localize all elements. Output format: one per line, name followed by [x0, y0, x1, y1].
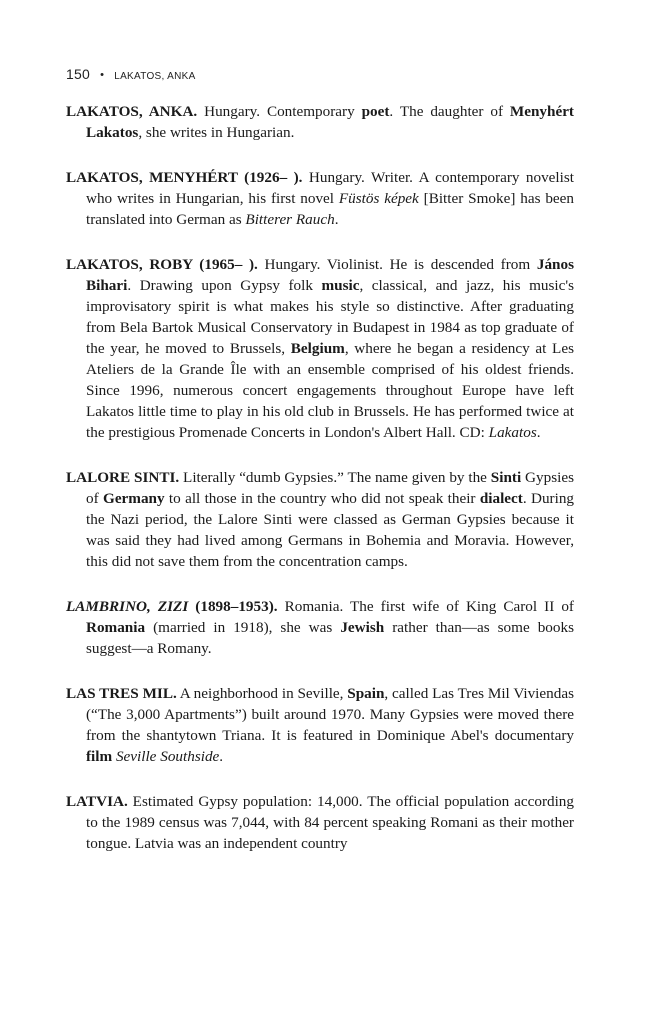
entry-headword: LAKATOS, ANKA.	[66, 103, 198, 120]
entry-emphasis: film	[86, 748, 113, 765]
entry-emphasis: dialect	[479, 490, 523, 507]
entry-text: , where he began a residency at Les Ateliers de la Grande Île with an ensemble comprised of his oldest friends. Since 1996, numerous concert engagements throughout Europe have left Lakatos little time to play in his old club in Brussels. He has performed twice at the prestigious Promenade Concerts in London's Albert Hall. CD:	[86, 340, 574, 441]
entry-text: rather than—as some books suggest—a Romany.	[86, 619, 574, 657]
entry-emphasis: Jewish	[340, 619, 385, 636]
entry-text: Romania. The first wife of King Carol II of	[277, 598, 574, 615]
entry-headword: LAMBRINO, ZIZI	[66, 598, 189, 615]
entry-text: . During the Nazi period, the Lalore Sinti were classed as German Gypsies because it was said they had lived among Germans in Bohemia and Moravia. However, this did not save them from the concentration camps.	[86, 490, 575, 570]
entry-text: .	[334, 211, 339, 228]
entry-emphasis: Seville Southside	[115, 748, 220, 765]
entry-emphasis: Belgium	[290, 340, 345, 357]
page-number: 150	[66, 66, 90, 82]
entry-text: Estimated Gypsy population: 14,000. The official population according to the 1989 census was 7,044, with 84 percent speaking Romani as their mother tongue. Latvia was an independent country	[86, 793, 574, 852]
entry-emphasis: Romania	[86, 619, 146, 636]
entry-text: Hungary. Writer. A contemporary novelist who writes in Hungarian, his first novel	[86, 169, 574, 207]
entry-text: [Bitter Smoke] has been translated into German as	[86, 190, 575, 228]
header-bullet: •	[100, 69, 105, 81]
entry-text: Hungary. Violinist. He is descended from	[257, 256, 537, 273]
dictionary-entry	[66, 683, 574, 767]
dictionary-entry	[66, 254, 574, 443]
entry-text: to all those in the country who did not speak their	[164, 490, 480, 507]
entry-text: , she writes in Hungarian.	[138, 124, 295, 141]
entry-headword: LAKATOS, ROBY (1965– ).	[66, 256, 258, 273]
entry-text: , called Las Tres Mil Viviendas (“The 3,000 Apartments”) built around 1970. Many Gypsies were moved there from the shantytown Triana. It is featured in Dominique Abel's documentary	[86, 685, 574, 744]
entry-text: Hungary. Contemporary	[197, 103, 362, 120]
entry-headword: LATVIA.	[66, 793, 128, 810]
dictionary-entry	[66, 467, 574, 572]
entry-text: .	[536, 424, 541, 441]
entry-emphasis: János Bihari	[86, 256, 574, 294]
dictionary-entry	[66, 791, 574, 854]
entry-text: (married in 1918), she was	[145, 619, 341, 636]
dictionary-entry	[66, 101, 574, 143]
entry-text: . The daughter of	[389, 103, 510, 120]
entry-text: Literally “dumb Gypsies.” The name given by the	[179, 469, 491, 486]
dictionary-entry	[66, 167, 574, 230]
entry-emphasis: poet	[361, 103, 390, 120]
entry-emphasis: Lakatos	[488, 424, 537, 441]
entry-text: .	[219, 748, 224, 765]
entry-headword: LAS TRES MIL.	[66, 685, 177, 702]
entry-text: Gypsies of	[86, 469, 574, 507]
entry-emphasis: (1898–1953).	[188, 598, 278, 615]
dictionary-entry	[66, 596, 574, 659]
entry-emphasis: Menyhért Lakatos	[86, 103, 574, 141]
entry-text: A neighborhood in Seville,	[176, 685, 348, 702]
entry-emphasis: Sinti	[490, 469, 522, 486]
entry-text: . Drawing upon Gypsy folk	[127, 277, 322, 294]
entry-emphasis: Füstös képek	[338, 190, 419, 207]
entry-headword: LAKATOS, MENYHÉRT (1926– ).	[66, 169, 303, 186]
running-title: LAKATOS, ANKA	[114, 71, 196, 82]
entry-emphasis: Bitterer Rauch	[245, 211, 335, 228]
running-header	[66, 66, 196, 82]
entry-text: , classical, and jazz, his music's improvisatory spirit is what makes his style so distinctive. After graduating from Bela Bartok Musical Conservatory in Budapest in 1984 as top graduate of the year, he moved to Brussels,	[86, 277, 574, 357]
entry-emphasis: music	[321, 277, 360, 294]
entry-emphasis: Spain	[347, 685, 385, 702]
entry-emphasis: Germany	[103, 490, 165, 507]
entry-list	[66, 101, 574, 878]
entry-headword: LALORE SINTI.	[66, 469, 180, 486]
